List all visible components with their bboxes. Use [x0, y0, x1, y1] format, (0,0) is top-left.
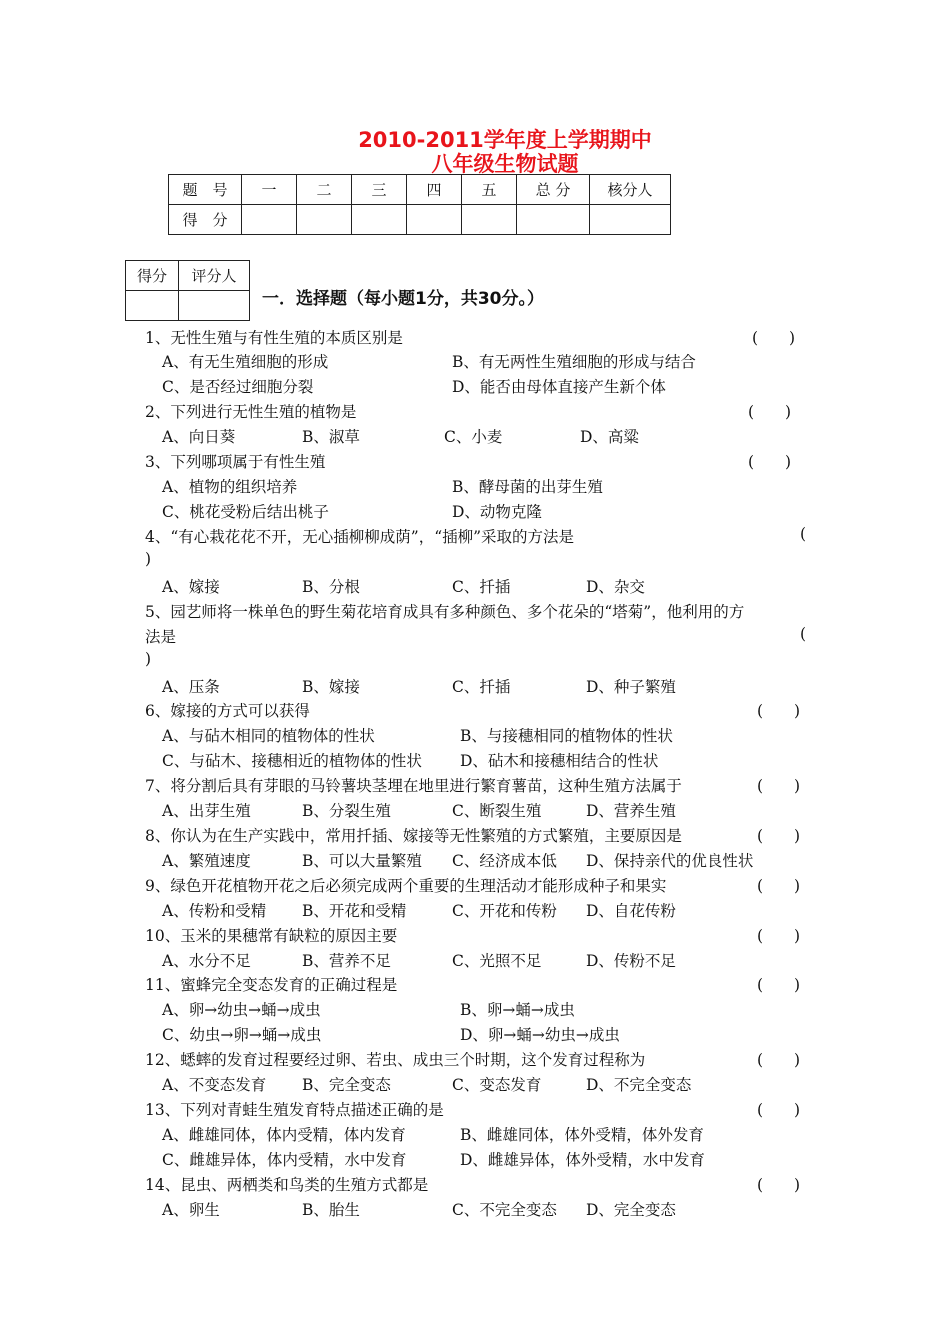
grader-score-label: 得分	[126, 261, 179, 291]
option: C、与砧木、接穗相近的植物体的性状	[162, 752, 422, 770]
answer-paren: ( )	[757, 1176, 801, 1194]
answer-paren: ( )	[757, 702, 801, 720]
question-stem: 2、下列进行无性生殖的植物是	[145, 403, 357, 421]
answer-paren: ( )	[757, 1101, 801, 1119]
option: C、扦插	[452, 578, 511, 596]
option: B、分裂生殖	[302, 802, 391, 820]
answer-paren-close: )	[145, 550, 152, 568]
option: C、是否经过细胞分裂	[162, 378, 314, 396]
option: D、自花传粉	[586, 902, 676, 920]
option: A、向日葵	[162, 428, 236, 446]
option: A、繁殖速度	[162, 852, 251, 870]
option: B、酵母菌的出芽生殖	[452, 478, 603, 496]
option: D、传粉不足	[586, 952, 676, 970]
option: D、营养生殖	[586, 802, 676, 820]
header-cell-question-no: 题 号	[169, 175, 242, 205]
score-cell	[462, 205, 517, 235]
option: B、卵→蛹→成虫	[460, 1001, 575, 1019]
answer-paren: ( )	[757, 877, 801, 895]
score-cell	[297, 205, 352, 235]
option: A、嫁接	[162, 578, 220, 596]
question-stem: 14、昆虫、两栖类和鸟类的生殖方式都是	[145, 1176, 429, 1194]
exam-subtitle: 八年级生物试题	[431, 152, 579, 176]
option: C、开花和传粉	[452, 902, 557, 920]
option: A、有无生殖细胞的形成	[162, 353, 329, 371]
answer-paren: ( )	[757, 976, 801, 994]
option: A、水分不足	[162, 952, 251, 970]
option: B、淑草	[302, 428, 360, 446]
option: C、扦插	[452, 678, 511, 696]
question-stem: 11、蜜蜂完全变态发育的正确过程是	[145, 976, 398, 994]
answer-paren: ( )	[757, 777, 801, 795]
question-stem-continued: 法是	[145, 628, 177, 646]
exam-title: 2010-2011学年度上学期期中	[358, 128, 652, 152]
answer-paren: ( )	[748, 453, 792, 471]
grader-box-header-row	[126, 261, 250, 291]
question-stem: 10、玉米的果穗常有缺粒的原因主要	[145, 927, 398, 945]
option: C、不完全变态	[452, 1201, 557, 1219]
option: A、传粉和受精	[162, 902, 267, 920]
score-table-header-row	[169, 175, 671, 205]
option: D、动物克隆	[452, 503, 542, 521]
question-stem: 9、绿色开花植物开花之后必须完成两个重要的生理活动才能形成种子和果实	[145, 877, 667, 895]
question-stem: 1、无性生殖与有性生殖的本质区别是	[145, 329, 403, 347]
score-cell	[407, 205, 462, 235]
answer-paren: ( )	[752, 329, 796, 347]
option: D、能否由母体直接产生新个体	[452, 378, 666, 396]
option: B、可以大量繁殖	[302, 852, 422, 870]
option: D、不完全变态	[586, 1076, 692, 1094]
question-stem: 6、嫁接的方式可以获得	[145, 702, 310, 720]
option: A、植物的组织培养	[162, 478, 298, 496]
question-stem: 4、“有心栽花花不开，无心插柳柳成荫”，“插柳”采取的方法是	[145, 528, 575, 546]
grader-name-label: 评分人	[179, 261, 250, 291]
option: C、经济成本低	[452, 852, 557, 870]
answer-paren: ( )	[757, 927, 801, 945]
option: C、变态发育	[452, 1076, 542, 1094]
grader-box-entry-row	[126, 291, 250, 321]
question-stem: 8、你认为在生产实践中，常用扦插、嫁接等无性繁殖的方式繁殖，主要原因是	[145, 827, 682, 845]
option: D、高粱	[580, 428, 639, 446]
question-stem: 7、将分割后具有芽眼的马铃薯块茎埋在地里进行繁育薯苗，这种生殖方法属于	[145, 777, 682, 795]
option: B、分根	[302, 578, 360, 596]
option: A、卵生	[162, 1201, 220, 1219]
option: A、与砧木相同的植物体的性状	[162, 727, 375, 745]
header-cell-1: 一	[242, 175, 297, 205]
option: B、胎生	[302, 1201, 360, 1219]
grader-score-cell	[126, 291, 179, 321]
option: D、杂交	[586, 578, 645, 596]
answer-paren-open: (	[800, 625, 807, 643]
score-row-label: 得 分	[169, 205, 242, 235]
option: C、桃花受粉后结出桃子	[162, 503, 329, 521]
option: D、完全变态	[586, 1201, 676, 1219]
answer-paren-open: (	[800, 525, 807, 543]
question-stem: 13、下列对青蛙生殖发育特点描述正确的是	[145, 1101, 444, 1119]
header-cell-3: 三	[352, 175, 407, 205]
option: C、光照不足	[452, 952, 542, 970]
option: B、开花和受精	[302, 902, 407, 920]
score-cell	[517, 205, 590, 235]
score-table	[168, 174, 671, 235]
section-heading: 一．选择题（每小题1分，共30分。）	[262, 289, 544, 309]
question-stem: 3、下列哪项属于有性生殖	[145, 453, 326, 471]
option: D、种子繁殖	[586, 678, 676, 696]
option: D、雌雄异体，体外受精，水中发育	[460, 1151, 705, 1169]
score-cell	[352, 205, 407, 235]
score-cell	[242, 205, 297, 235]
option: B、有无两性生殖细胞的形成与结合	[452, 353, 696, 371]
score-table-score-row	[169, 205, 671, 235]
option: B、嫁接	[302, 678, 360, 696]
grader-box	[125, 260, 250, 321]
header-cell-2: 二	[297, 175, 352, 205]
option: D、卵→蛹→幼虫→成虫	[460, 1026, 620, 1044]
option: C、断裂生殖	[452, 802, 542, 820]
header-cell-4: 四	[407, 175, 462, 205]
question-stem: 12、蟋蟀的发育过程要经过卵、若虫、成虫三个时期，这个发育过程称为	[145, 1051, 646, 1069]
grader-name-cell	[179, 291, 250, 321]
option: A、出芽生殖	[162, 802, 251, 820]
option: C、幼虫→卵→蛹→成虫	[162, 1026, 322, 1044]
score-cell	[590, 205, 671, 235]
answer-paren: ( )	[757, 1051, 801, 1069]
answer-paren: ( )	[748, 403, 792, 421]
answer-paren: ( )	[757, 827, 801, 845]
option: A、雌雄同体，体内受精，体内发育	[162, 1126, 406, 1144]
option: B、完全变态	[302, 1076, 391, 1094]
option: B、雌雄同体，体外受精，体外发育	[460, 1126, 704, 1144]
option: D、保持亲代的优良性状	[586, 852, 754, 870]
option: B、营养不足	[302, 952, 391, 970]
option: B、与接穗相同的植物体的性状	[460, 727, 673, 745]
option: A、不变态发育	[162, 1076, 267, 1094]
option: A、压条	[162, 678, 220, 696]
header-cell-total: 总 分	[517, 175, 590, 205]
header-cell-checker: 核分人	[590, 175, 671, 205]
option: D、砧木和接穗相结合的性状	[460, 752, 659, 770]
answer-paren-close: )	[145, 650, 152, 668]
header-cell-5: 五	[462, 175, 517, 205]
option: A、卵→幼虫→蛹→成虫	[162, 1001, 321, 1019]
option: C、小麦	[444, 428, 503, 446]
option: C、雌雄异体，体内受精，水中发育	[162, 1151, 407, 1169]
question-stem: 5、园艺师将一株单色的野生菊花培育成具有多种颜色、多个花朵的“塔菊”，他利用的方	[145, 603, 745, 621]
